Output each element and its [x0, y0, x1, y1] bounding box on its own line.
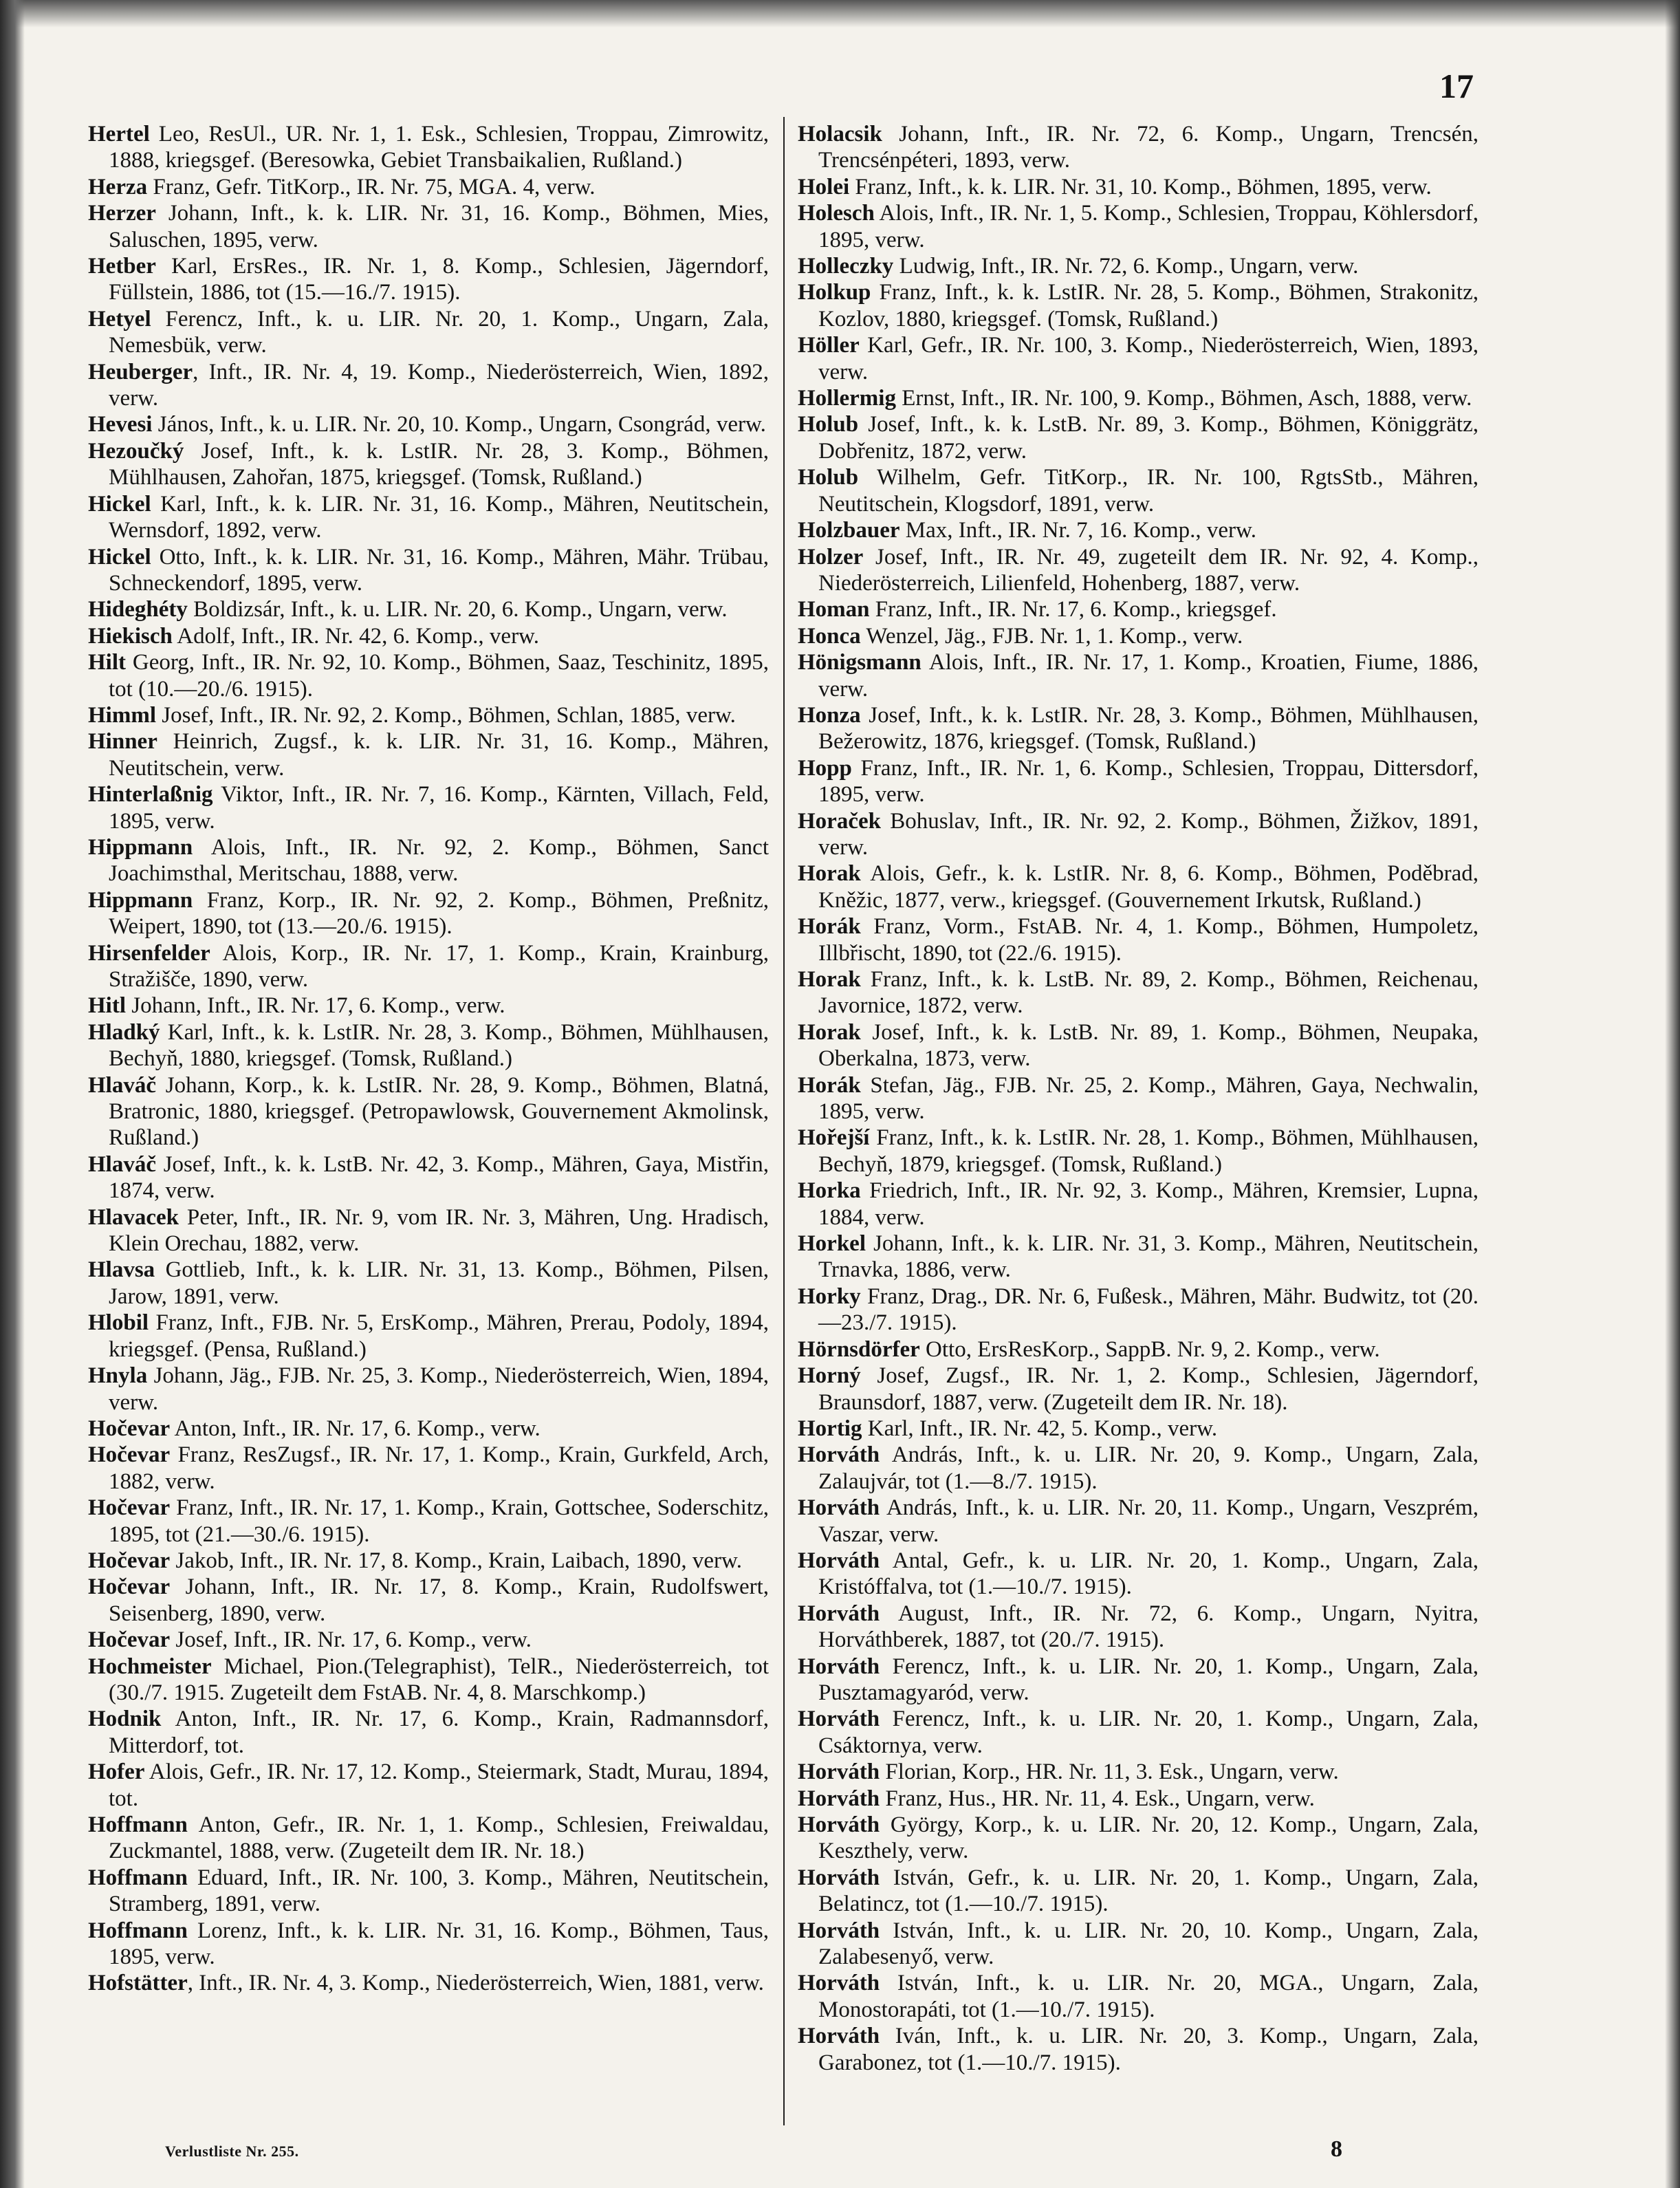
entry-surname: Horváth [798, 1707, 880, 1732]
entry-surname: Horváth [798, 1442, 880, 1468]
list-entry [798, 913, 1479, 966]
list-entry [88, 1151, 769, 1204]
list-entry [88, 544, 769, 597]
entry-surname: Hladký [88, 1019, 160, 1045]
entry-surname: Horkel [798, 1231, 866, 1257]
entry-surname: Hočevar [88, 1495, 171, 1521]
entry-details: Johann, Jäg., FJB. Nr. 25, 3. Komp., Niederösterreich, Wien, 1894, verw. [109, 1363, 769, 1415]
entry-details: Josef, Inft., k. k. LstB. Nr. 89, 3. Komp., Böhmen, Königgrätz, Dobřenitz, 1872, verw. [818, 412, 1479, 464]
entry-details: Josef, Zugsf., IR. Nr. 1, 2. Komp., Schlesien, Jägerndorf, Braunsdorf, 1887, verw. (Zugeteilt dem IR. Nr. 18). [818, 1363, 1479, 1415]
list-entry [88, 174, 769, 200]
entry-surname: Horváth [798, 1865, 880, 1890]
list-entry [88, 1970, 769, 1996]
entry-surname: Horváth [798, 2024, 880, 2049]
entry-surname: Hoffmann [88, 1865, 188, 1890]
list-entry [88, 1918, 769, 1971]
entry-surname: Hopp [798, 755, 852, 781]
scan-shadow-left [0, 0, 25, 2188]
list-entry [88, 1759, 769, 1812]
list-entry [798, 2023, 1479, 2076]
list-entry [88, 1865, 769, 1918]
entry-surname: Horváth [798, 1495, 880, 1521]
list-entry [798, 174, 1479, 200]
list-entry [798, 860, 1479, 913]
entry-details: Otto, ErsResKorp., SappB. Nr. 9, 2. Komp., verw. [919, 1336, 1380, 1362]
entry-details: , Inft., IR. Nr. 4, 19. Komp., Niederösterreich, Wien, 1892, verw. [109, 359, 769, 411]
entry-surname: Hevesi [88, 412, 153, 437]
entry-surname: Horák [798, 914, 861, 940]
entry-details: András, Inft., k. u. LIR. Nr. 20, 9. Komp., Ungarn, Zala, Zalaujvár, tot (1.—8./7. 1915). [818, 1442, 1479, 1494]
entry-details: János, Inft., k. u. LIR. Nr. 20, 10. Komp., Ungarn, Csongrád, verw. [152, 412, 766, 437]
entry-surname: Hetber [88, 254, 156, 279]
entry-details: Alois, Inft., IR. Nr. 1, 5. Komp., Schlesien, Troppau, Köhlersdorf, 1895, verw. [818, 201, 1479, 252]
list-entry [798, 1918, 1479, 1971]
entry-surname: Horky [798, 1283, 861, 1309]
entry-details: Adolf, Inft., IR. Nr. 42, 6. Komp., verw. [172, 623, 539, 649]
entry-surname: Hočevar [88, 1627, 171, 1653]
list-entry [798, 517, 1479, 543]
entry-surname: Hickel [88, 491, 151, 517]
list-entry [88, 1442, 769, 1495]
entry-details: Franz, Inft., IR. Nr. 1, 6. Komp., Schlesien, Troppau, Dittersdorf, 1895, verw. [818, 755, 1479, 808]
entry-details: András, Inft., k. u. LIR. Nr. 20, 11. Komp., Ungarn, Veszprém, Vaszar, verw. [818, 1495, 1479, 1547]
entry-surname: Hlavacek [88, 1204, 179, 1230]
signature-mark: 8 [1331, 2136, 1342, 2162]
entry-details: Ferencz, Inft., k. u. LIR. Nr. 20, 1. Komp., Ungarn, Zala, Csáktornya, verw. [818, 1707, 1479, 1758]
list-entry [798, 1759, 1479, 1785]
entry-details: Georg, Inft., IR. Nr. 92, 10. Komp., Böhmen, Saaz, Teschinitz, 1895, tot (10.—20./6. 1915). [109, 650, 769, 702]
entry-details: Franz, Inft., IR. Nr. 17, 1. Komp., Krain, Gottschee, Soderschitz, 1895, tot (21.—30./6. 1915). [109, 1495, 769, 1547]
list-entry [88, 121, 769, 174]
entry-surname: Hlobil [88, 1310, 149, 1336]
list-entry [88, 1257, 769, 1310]
entry-details: Josef, Inft., k. k. LstB. Nr. 42, 3. Komp., Mähren, Gaya, Mistřin, 1874, verw. [109, 1151, 769, 1204]
entry-surname: Holacsik [798, 122, 882, 147]
entry-surname: Herzer [88, 201, 156, 226]
list-entry [798, 385, 1479, 411]
entry-details: Anton, Gefr., IR. Nr. 1, 1. Komp., Schlesien, Freiwaldau, Zuckmantel, 1888, verw. (Zugeteilt dem IR. Nr. 18.) [109, 1812, 769, 1864]
entry-details: Alois, Gefr., IR. Nr. 17, 12. Komp., Steiermark, Stadt, Murau, 1894, tot. [109, 1759, 769, 1811]
entry-details: Johann, Inft., k. k. LIR. Nr. 31, 16. Komp., Böhmen, Mies, Saluschen, 1895, verw. [109, 201, 769, 252]
entry-surname: Hlaváč [88, 1151, 156, 1177]
list-entry [88, 993, 769, 1019]
entry-details: Franz, Inft., FJB. Nr. 5, ErsKomp., Mähren, Prerau, Podoly, 1894, kriegsgef. (Pensa, Rußland.) [109, 1310, 769, 1362]
entry-surname: Hezoučký [88, 438, 184, 464]
list-entry [798, 966, 1479, 1019]
entry-details: Franz, Inft., k. k. LstIR. Nr. 28, 1. Komp., Böhmen, Mühlhausen, Bechyň, 1879, kriegsgef. (Tomsk, Rußland.) [818, 1125, 1479, 1177]
list-entry [798, 332, 1479, 385]
entry-details: Alois, Inft., IR. Nr. 92, 2. Komp., Böhmen, Sanct Joachimsthal, Meritschau, 1888, verw. [109, 834, 769, 887]
entry-details: Stefan, Jäg., FJB. Nr. 25, 2. Komp., Mähren, Gaya, Nechwalin, 1895, verw. [818, 1072, 1479, 1125]
entry-surname: Herza [88, 174, 148, 199]
entry-details: Franz, Vorm., FstAB. Nr. 4, 1. Komp., Böhmen, Humpoletz, Illbřischt, 1890, tot (22./6. 1915). [818, 914, 1479, 966]
entry-details: Franz, Inft., k. k. LstIR. Nr. 28, 5. Komp., Böhmen, Strakonitz, Kozlov, 1880, kriegsgef. (Tomsk, Rußland.) [818, 280, 1479, 332]
list-entry [798, 411, 1479, 464]
entry-surname: Horak [798, 861, 861, 887]
entry-details: Josef, Inft., IR. Nr. 92, 2. Komp., Böhmen, Schlan, 1885, verw. [155, 702, 736, 728]
list-entry [798, 464, 1479, 517]
entry-details: István, Inft., k. u. LIR. Nr. 20, MGA., Ungarn, Zala, Monostorapáti, tot (1.—10./7. 1915). [818, 1971, 1479, 2022]
entry-surname: Hlaváč [88, 1072, 156, 1098]
entry-details: Leo, ResUl., UR. Nr. 1, 1. Esk., Schlesien, Troppau, Zimrowitz, 1888, kriegsgef. (Beresowka, Gebiet Transbaikalien, Rußland.) [109, 122, 769, 173]
list-entry [798, 544, 1479, 597]
entry-surname: Horák [798, 1072, 861, 1098]
entry-details: Josef, Inft., k. k. LstIR. Nr. 28, 3. Komp., Böhmen, Mühlhausen, Bežerowitz, 1876, kriegsgef. (Tomsk, Rußland.) [818, 702, 1479, 755]
entry-details: Antal, Gefr., k. u. LIR. Nr. 20, 1. Komp., Ungarn, Zala, Kristóffalva, tot (1.—10./7. 1915). [818, 1548, 1479, 1600]
entry-details: Karl, Inft., k. k. LstIR. Nr. 28, 3. Komp., Böhmen, Mühlhausen, Bechyň, 1880, kriegsgef. (Tomsk, Rußland.) [109, 1019, 769, 1072]
entry-surname: Holei [798, 174, 850, 199]
list-entry [798, 702, 1479, 755]
entry-surname: Homan [798, 597, 870, 622]
entry-surname: Hideghéty [88, 597, 188, 622]
entry-surname: Holleczky [798, 254, 894, 279]
entry-details: Franz, ResZugsf., IR. Nr. 17, 1. Komp., Krain, Gurkfeld, Arch, 1882, verw. [109, 1442, 769, 1494]
list-entry [798, 1283, 1479, 1336]
entry-surname: Holkup [798, 280, 871, 305]
entry-details: Peter, Inft., IR. Nr. 9, vom IR. Nr. 3, Mähren, Ung. Hradisch, Klein Orechau, 1882, verw. [109, 1204, 769, 1257]
list-entry [88, 1706, 769, 1759]
entry-surname: Holesch [798, 201, 875, 226]
entry-details: Johann, Inft., k. k. LIR. Nr. 31, 3. Komp., Mähren, Neutitschein, Trnavka, 1886, verw. [818, 1231, 1479, 1283]
entry-details: Otto, Inft., k. k. LIR. Nr. 31, 16. Komp., Mähren, Mähr. Trübau, Schneckendorf, 1895, verw. [109, 544, 769, 596]
entry-surname: Hönigsmann [798, 650, 921, 675]
list-entry [88, 1363, 769, 1416]
entry-surname: Hnyla [88, 1363, 148, 1389]
list-entry [88, 1310, 769, 1363]
list-entry [88, 491, 769, 544]
entry-surname: Hočevar [88, 1574, 171, 1600]
entry-details: Heinrich, Zugsf., k. k. LIR. Nr. 31, 16. Komp., Mähren, Neutitschein, verw. [109, 729, 769, 781]
entry-details: Bohuslav, Inft., IR. Nr. 92, 2. Komp., Böhmen, Žižkov, 1891, verw. [818, 808, 1479, 860]
list-entry [88, 1416, 769, 1442]
entry-surname: Hitl [88, 993, 126, 1019]
entry-details: Karl, ErsRes., IR. Nr. 1, 8. Komp., Schlesien, Jägerndorf, Füllstein, 1886, tot (15.—16./7. 1915). [109, 254, 769, 305]
list-entry [798, 1416, 1479, 1442]
list-entry [798, 253, 1479, 279]
entry-surname: Hlavsa [88, 1257, 155, 1283]
list-entry [798, 1654, 1479, 1707]
list-entry [88, 1072, 769, 1151]
entry-surname: Horak [798, 1019, 861, 1045]
entry-surname: Hörnsdörfer [798, 1336, 920, 1362]
entry-surname: Horváth [798, 1759, 880, 1785]
entry-surname: Honca [798, 623, 861, 649]
page-number: 17 [1439, 67, 1474, 105]
entry-surname: Hirsenfelder [88, 940, 210, 966]
entry-surname: Hořejší [798, 1125, 870, 1151]
entry-surname: Hočevar [88, 1416, 171, 1441]
entry-details: Josef, Inft., IR. Nr. 49, zugeteilt dem IR. Nr. 92, 4. Komp., Niederösterreich, Lilienfeld, Hohenberg, 1887, verw. [818, 544, 1479, 596]
list-entry [88, 1204, 769, 1257]
list-entry [88, 1574, 769, 1627]
entry-details: György, Korp., k. u. LIR. Nr. 20, 12. Komp., Ungarn, Zala, Keszthely, verw. [818, 1812, 1479, 1864]
entry-details: Ferencz, Inft., k. u. LIR. Nr. 20, 1. Komp., Ungarn, Zala, Nemesbük, verw. [109, 306, 769, 358]
entry-surname: Horak [798, 967, 861, 992]
list-entry [798, 1865, 1479, 1918]
entry-details: Franz, Korp., IR. Nr. 92, 2. Komp., Böhmen, Preßnitz, Weipert, 1890, tot (13.—20./6. 1915). [109, 887, 769, 940]
entry-details: Josef, Inft., IR. Nr. 17, 6. Komp., verw. [170, 1627, 532, 1653]
list-entry [798, 755, 1479, 808]
entry-details: Franz, Inft., k. k. LIR. Nr. 31, 10. Komp., Böhmen, 1895, verw. [849, 174, 1432, 199]
list-entry [798, 1125, 1479, 1178]
entry-details: Gottlieb, Inft., k. k. LIR. Nr. 31, 13. Komp., Böhmen, Pilsen, Jarow, 1891, verw. [109, 1257, 769, 1309]
list-entry [88, 1495, 769, 1548]
entry-surname: Hollermig [798, 386, 896, 411]
entry-details: Wenzel, Jäg., FJB. Nr. 1, 1. Komp., verw. [860, 623, 1243, 649]
entry-surname: Holub [798, 465, 859, 490]
entry-details: Franz, Drag., DR. Nr. 6, Fußesk., Mähren, Mähr. Budwitz, tot (20.—23./7. 1915). [818, 1283, 1479, 1336]
entry-details: Josef, Inft., k. k. LstB. Nr. 89, 1. Komp., Böhmen, Neupaka, Oberkalna, 1873, verw. [818, 1019, 1479, 1072]
scan-shadow-top [0, 0, 1680, 28]
column-divider [783, 117, 785, 2125]
entry-details: István, Gefr., k. u. LIR. Nr. 20, 1. Komp., Ungarn, Zala, Belatincz, tot (1.—10./7. 1915). [818, 1865, 1479, 1917]
entry-surname: Hortig [798, 1416, 862, 1441]
entry-surname: Hilt [88, 650, 126, 675]
entry-details: István, Inft., k. u. LIR. Nr. 20, 10. Komp., Ungarn, Zala, Zalabesenyő, verw. [818, 1918, 1479, 1970]
entry-surname: Holzer [798, 544, 864, 570]
entry-surname: Hertel [88, 122, 150, 147]
entry-details: Franz, Gefr. TitKorp., IR. Nr. 75, MGA. 4, verw. [147, 174, 596, 199]
entry-surname: Hiekisch [88, 623, 173, 649]
entry-details: Boldizsár, Inft., k. u. LIR. Nr. 20, 6. Komp., Ungarn, verw. [187, 597, 728, 622]
list-entry [88, 940, 769, 993]
entry-surname: Horváth [798, 1918, 880, 1943]
list-entry [88, 887, 769, 940]
entry-details: Wilhelm, Gefr. TitKorp., IR. Nr. 100, RgtsStb., Mähren, Neutitschein, Klogsdorf, 1891, verw. [818, 465, 1479, 517]
entry-details: Iván, Inft., k. u. LIR. Nr. 20, 3. Komp., Ungarn, Zala, Garabonez, tot (1.—10./7. 1915). [818, 2024, 1479, 2075]
list-entry [798, 1442, 1479, 1495]
entry-surname: Hofer [88, 1759, 145, 1785]
list-entry [798, 623, 1479, 649]
list-entry [798, 1178, 1479, 1231]
list-entry [88, 1019, 769, 1072]
entry-details: Johann, Inft., IR. Nr. 72, 6. Komp., Ungarn, Trencsén, Trencsénpéteri, 1893, verw. [818, 122, 1479, 173]
list-entry [88, 1654, 769, 1707]
list-entry [798, 1548, 1479, 1601]
list-entry [88, 623, 769, 649]
list-entry [88, 359, 769, 412]
list-entry [798, 1786, 1479, 1812]
list-entry [798, 1231, 1479, 1283]
entry-surname: Hočevar [88, 1442, 171, 1468]
entry-surname: Horka [798, 1178, 861, 1204]
entry-details: Alois, Gefr., k. k. LstIR. Nr. 8, 6. Komp., Böhmen, Poděbrad, Kněžic, 1877, verw., kriegsgef. (Gouvernement Irkutsk, Rußland.) [818, 861, 1479, 913]
entry-details: , Inft., IR. Nr. 4, 3. Komp., Niederösterreich, Wien, 1881, verw. [187, 1971, 764, 1996]
entry-surname: Hinner [88, 729, 157, 755]
entry-surname: Horváth [798, 1971, 880, 1996]
entry-details: Michael, Pion.(Telegraphist), TelR., Niederösterreich, tot (30./7. 1915. Zugeteilt dem FstAB. Nr. 4, 8. Marschkomp.) [109, 1654, 769, 1705]
entry-details: Johann, Inft., IR. Nr. 17, 6. Komp., verw. [126, 993, 505, 1019]
entry-details: Johann, Inft., IR. Nr. 17, 8. Komp., Krain, Rudolfswert, Seisenberg, 1890, verw. [109, 1574, 769, 1626]
entry-details: Johann, Korp., k. k. LstIR. Nr. 28, 9. Komp., Böhmen, Blatná, Bratronic, 1880, kriegsgef. (Petropawlowsk, Gouvernement Akmolinsk, Rußland.) [109, 1072, 769, 1151]
list-entry [88, 438, 769, 491]
list-entry [798, 596, 1479, 622]
entry-details: Alois, Korp., IR. Nr. 17, 1. Komp., Krain, Krainburg, Stražišče, 1890, verw. [109, 940, 769, 992]
entry-surname: Hoffmann [88, 1812, 188, 1837]
entry-surname: Höller [798, 333, 860, 358]
entry-surname: Hickel [88, 544, 151, 570]
scan-shadow-right [1665, 0, 1680, 2188]
entry-surname: Hodnik [88, 1707, 162, 1732]
list-entry [88, 781, 769, 834]
entry-details: Florian, Korp., HR. Nr. 11, 3. Esk., Ungarn, verw. [880, 1759, 1339, 1785]
list-entry [798, 1336, 1479, 1363]
entry-surname: Hočevar [88, 1548, 171, 1573]
entry-surname: Horváth [798, 1812, 880, 1837]
entry-details: Ernst, Inft., IR. Nr. 100, 9. Komp., Böhmen, Asch, 1888, verw. [895, 386, 1472, 411]
entry-details: Friedrich, Inft., IR. Nr. 92, 3. Komp., Mähren, Kremsier, Lupna, 1884, verw. [818, 1178, 1479, 1230]
list-entry [88, 728, 769, 781]
list-entry [88, 702, 769, 728]
list-entry [88, 1627, 769, 1653]
entry-surname: Hinterlaßnig [88, 782, 213, 808]
entry-details: Ludwig, Inft., IR. Nr. 72, 6. Komp., Ungarn, verw. [893, 254, 1359, 279]
entry-surname: Himml [88, 702, 156, 728]
list-entry [798, 1019, 1479, 1072]
list-entry [798, 1812, 1479, 1865]
list-entry [798, 200, 1479, 253]
entry-details: Karl, Inft., k. k. LIR. Nr. 31, 16. Komp., Mähren, Neutitschein, Wernsdorf, 1892, verw. [109, 491, 769, 543]
list-entry [798, 1072, 1479, 1125]
entry-surname: Horný [798, 1363, 861, 1389]
entry-details: Alois, Inft., IR. Nr. 17, 1. Komp., Kroatien, Fiume, 1886, verw. [818, 650, 1479, 702]
list-entry [88, 649, 769, 702]
entry-surname: Hippmann [88, 887, 193, 913]
entry-details: Franz, Inft., k. k. LstB. Nr. 89, 2. Komp., Böhmen, Reichenau, Javornice, 1872, verw. [818, 967, 1479, 1019]
entry-details: Viktor, Inft., IR. Nr. 7, 16. Komp., Kärnten, Villach, Feld, 1895, verw. [109, 782, 769, 834]
list-entry [88, 1812, 769, 1865]
list-entry [88, 253, 769, 306]
entry-details: Anton, Inft., IR. Nr. 17, 6. Komp., Krain, Radmannsdorf, Mitterdorf, tot. [109, 1707, 769, 1758]
entry-surname: Honza [798, 702, 861, 728]
entry-details: Max, Inft., IR. Nr. 7, 16. Komp., verw. [899, 518, 1256, 543]
entry-surname: Horváth [798, 1654, 880, 1679]
list-entry [798, 279, 1479, 332]
list-entry [88, 596, 769, 622]
entry-surname: Horváth [798, 1786, 880, 1811]
entry-details: Jakob, Inft., IR. Nr. 17, 8. Komp., Krain, Laibach, 1890, verw. [170, 1548, 742, 1573]
list-entry [798, 121, 1479, 174]
entry-surname: Horváth [798, 1548, 880, 1573]
list-entry [798, 1363, 1479, 1416]
entry-details: Franz, Inft., IR. Nr. 17, 6. Komp., kriegsgef. [869, 597, 1277, 622]
entry-surname: Hoffmann [88, 1918, 188, 1943]
entry-details: August, Inft., IR. Nr. 72, 6. Komp., Ungarn, Nyitra, Horváthberek, 1887, tot (20./7. 1915). [818, 1601, 1479, 1653]
list-entry [798, 1495, 1479, 1548]
entry-details: Lorenz, Inft., k. k. LIR. Nr. 31, 16. Komp., Böhmen, Taus, 1895, verw. [109, 1918, 769, 1970]
list-entry [88, 411, 769, 437]
entry-details: Josef, Inft., k. k. LstIR. Nr. 28, 3. Komp., Böhmen, Mühlhausen, Zahořan, 1875, kriegsgef. (Tomsk, Rußland.) [109, 438, 769, 490]
list-entry [798, 1601, 1479, 1654]
list-entry [798, 649, 1479, 702]
list-entry [88, 200, 769, 253]
entry-surname: Hofstätter [88, 1971, 188, 1996]
list-entry [798, 1706, 1479, 1759]
entry-details: Karl, Inft., IR. Nr. 42, 5. Komp., verw. [862, 1416, 1218, 1441]
entry-surname: Holub [798, 412, 859, 437]
list-entry [88, 306, 769, 359]
entry-surname: Hippmann [88, 834, 193, 860]
list-entry [88, 1548, 769, 1574]
right-column [798, 121, 1479, 2076]
entry-details: Franz, Hus., HR. Nr. 11, 4. Esk., Ungarn, verw. [880, 1786, 1315, 1811]
entry-details: Anton, Inft., IR. Nr. 17, 6. Komp., verw. [170, 1416, 541, 1441]
entry-surname: Hochmeister [88, 1654, 212, 1679]
list-entry [88, 834, 769, 887]
entry-details: Ferencz, Inft., k. u. LIR. Nr. 20, 1. Komp., Ungarn, Zala, Pusztamagyaród, verw. [818, 1654, 1479, 1705]
entry-surname: Hetyel [88, 306, 151, 332]
list-entry [798, 808, 1479, 861]
list-entry [798, 1970, 1479, 2023]
entry-surname: Horváth [798, 1601, 880, 1626]
footer-list-number: Verlustliste Nr. 255. [165, 2143, 299, 2160]
entry-details: Eduard, Inft., IR. Nr. 100, 3. Komp., Mähren, Neutitschein, Stramberg, 1891, verw. [109, 1865, 769, 1917]
entry-details: Karl, Gefr., IR. Nr. 100, 3. Komp., Niederösterreich, Wien, 1893, verw. [818, 333, 1479, 384]
left-column [88, 121, 769, 1997]
entry-surname: Heuberger [88, 359, 193, 384]
entry-surname: Horaček [798, 808, 881, 834]
entry-surname: Holzbauer [798, 518, 900, 543]
